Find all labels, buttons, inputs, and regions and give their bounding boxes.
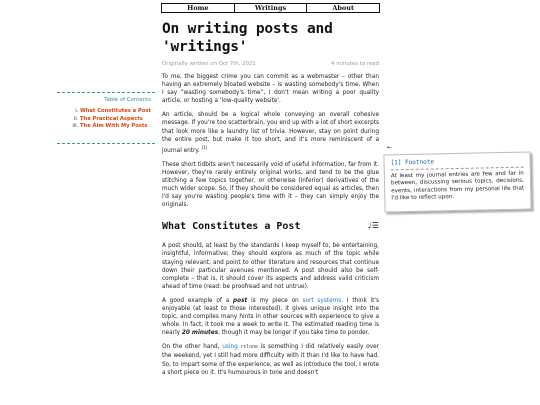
toc-item-what-constitutes-a-post[interactable]: i. What Constitutes a Post xyxy=(80,108,155,116)
footnote-title: [1] Footnote xyxy=(390,158,435,167)
nav-home-link[interactable]: Home xyxy=(162,4,235,12)
nav-about-link[interactable]: About xyxy=(332,4,354,12)
paragraph-2 xyxy=(162,111,379,154)
page-title: On writing posts and 'writings' xyxy=(162,21,333,55)
paragraph-5-text-a: A good example of a xyxy=(162,297,234,304)
footnote-text: At least my journal entries are few and far in between, discussing serious topics, decisions, events, interactions from my personal life that I'd like to reflect upon. xyxy=(390,170,525,202)
using-link-text: using xyxy=(222,344,238,351)
section-anchor-icon[interactable]: ♩☰ xyxy=(367,221,379,231)
footnote-divider xyxy=(391,167,524,171)
section-heading-text: What Constitutes a Post xyxy=(162,221,301,233)
paragraph-5 xyxy=(162,297,379,337)
article xyxy=(162,20,379,377)
emphasis-post: post xyxy=(233,297,248,304)
nav-writings-link[interactable]: Writings xyxy=(235,4,308,12)
top-navigation xyxy=(161,3,380,13)
toc-item-aim-with-my-posts[interactable]: iii. The Aim With My Posts xyxy=(80,123,155,131)
table-of-contents xyxy=(57,92,155,144)
sort-systems-link[interactable]: sort systems xyxy=(302,297,342,304)
paragraph-6 xyxy=(162,343,379,376)
footnote-arrow-icon: ← xyxy=(387,144,393,151)
paragraph-6-text-b: is something I did relatively easily over the weekend, yet I still had more difficulty with it than I'd like to have had. So, to impart some of the experience, as well as introduce the tool, I wrote a short piece on it. It's humourous in tone and doesn't xyxy=(162,344,379,376)
paragraph-6-text-a: On the other hand, xyxy=(162,344,223,351)
read-time: 4 minutes to read xyxy=(331,61,379,67)
paragraph-5-text-b: is my piece on xyxy=(247,297,303,304)
footnote-popup xyxy=(383,151,531,212)
paragraph-1: To me, the biggest crime you can commit as a webmaster – other than having an extremely bloated website – is wasting somebody's time. When I say “wasting somebody's time”, I don't mean writing a poor quality article, or hosting a ‘low-quality website'. xyxy=(162,74,379,105)
paragraph-4: A post should, at least by the standards I keep myself to, be entertaining, insightful, informative; they should explore as much of the topic while staying relevant, and point to other literature and resources that continue down their particular avenues mentioned. A post should also be self-complete – that is, it should cover its aspects and address valid criticism ahead of time (read: be proofread and not untrue). xyxy=(162,243,379,290)
section-heading-what-constitutes-a-post xyxy=(162,221,379,232)
paragraph-2-text: An article, should be a logical whole conveying an overall cohesive message. If you're too scatterbrain, you end up with a lot of short excerpts that look more like a laundry list of trivia. However, stay on point during the entire post, but make it too short, and it's more reminiscent of a journal entry. xyxy=(162,112,379,154)
article-meta xyxy=(162,61,379,67)
toc-title: Table of Contents xyxy=(104,97,151,103)
paragraph-3: These short tidbits aren't necessarily void of useful information, far from it. However, they're rarely entirely original works, and tend to be the glue stitching a few topics together, or otherwise (inferior) derivatives of the much wider scope. So, if they should be considered equal as articles, then I'd say you're wasting people's time with it – they can simply enjoy the originals. xyxy=(162,161,379,209)
paragraph-5-text-d: , though it may be longer if you take time to ponder. xyxy=(218,330,370,337)
written-date: Originally written on Oct 7th, 2021 xyxy=(162,61,256,67)
toc-item-practical-aspects[interactable]: ii. The Practical Aspects xyxy=(80,116,155,124)
emphasis-20-minutes: 20 minutes xyxy=(181,330,219,337)
using-rclone-link[interactable] xyxy=(222,344,258,350)
rclone-code: rclone xyxy=(240,345,258,351)
toc-list xyxy=(57,108,155,131)
footnote-ref-1[interactable]: [1] xyxy=(201,144,208,150)
paragraph-5-text-c: . I think it's enjoyable (at least to those interested), it gives unique insight into the topic, and compiles many hints in other sources with experience to give a whole. In fact, it took me a week to write it. The estimated reading time is nearly xyxy=(162,297,380,337)
